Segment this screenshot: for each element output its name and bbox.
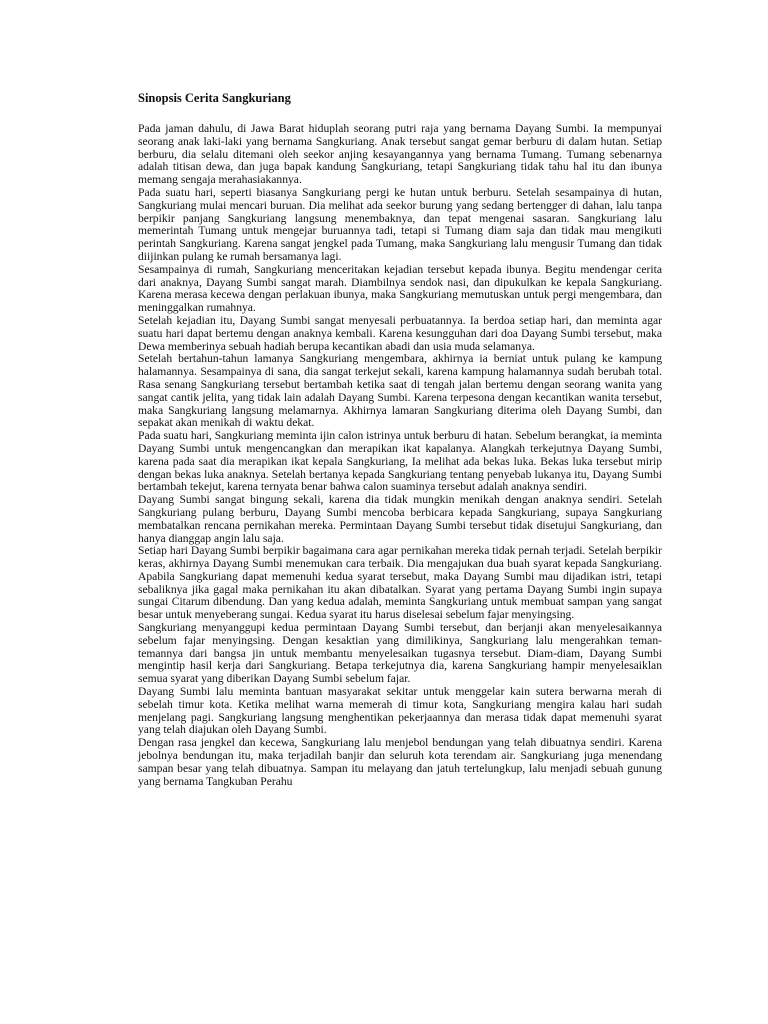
paragraph: Sangkuriang menyanggupi kedua permintaan Dayang Sumbi tersebut, dan berjanji akan menyelesaikannya sebelum fajar menyingsing. Dengan kesaktian yang dimilikinya, Sangkuriang lalu mengerahkan teman-temannya dari bangsa jin untuk membantu menyelesaikan tugasnya tersebut. Diam-diam, Dayang Sumbi mengintip hasil kerja dari Sangkuriang. Betapa terkejutnya dia, karena Sangkuriang hampir menyelesaiklan semua syarat yang diberikan Dayang Sumbi sebelum fajar. xyxy=(138,621,662,686)
paragraph: Dengan rasa jengkel dan kecewa, Sangkuriang lalu menjebol bendungan yang telah dibuatnya sendiri. Karena jebolnya bendungan itu, maka terjadilah banjir dan seluruh kota terendam air. Sangkuriang juga menendang sampan besar yang telah dibuatnya. Sampan itu melayang dan jatuh tertelungkup, lalu menjadi sebuah gunung yang bernama Tangkuban Perahu xyxy=(138,736,662,788)
paragraph: Pada jaman dahulu, di Jawa Barat hiduplah seorang putri raja yang bernama Dayang Sumbi. Ia mempunyai seorang anak laki-laki yang bernama Sangkuriang. Anak tersebut sangat gemar berburu di dalam hutan. Setiap berburu, dia selalu ditemani oleh seekor anjing kesayangannya yang bernama Tumang. Tumang sebenarnya adalah titisan dewa, dan juga bapak kandung Sangkuriang, tetapi Sangkuriang tidak tahu hal itu dan ibunya memang sengaja merahasiakannya. xyxy=(138,122,662,187)
document-body xyxy=(138,90,662,788)
paragraph: Setiap hari Dayang Sumbi berpikir bagaimana cara agar pernikahan mereka tidak pernah terjadi. Setelah berpikir keras, akhirnya Dayang Sumbi menemukan cara terbaik. Dia mengajukan dua buah syarat kepada Sangkuriang. Apabila Sangkuriang dapat memenuhi kedua syarat tersebut, maka Dayang Sumbi mau dijadikan istri, tetapi sebaliknya jika gagal maka pernikahan itu akan dibatalkan. Syarat yang pertama Dayang Sumbi ingin supaya sungai Citarum dibendung. Dan yang kedua adalah, meminta Sangkuriang untuk membuat sampan yang sangat besar untuk menyeberang sungai. Kedua syarat itu harus diselesai sebelum fajar menyingsing. xyxy=(138,544,662,622)
paragraph: Setelah bertahun-tahun lamanya Sangkuriang mengembara, akhirnya ia berniat untuk pulang ke kampung halamannya. Sesampainya di sana, dia sangat terkejut sekali, karena kampung halamannya sudah berubah total. Rasa senang Sangkuriang tersebut bertambah ketika saat di tengah jalan bertemu dengan seorang wanita yang sangat cantik jelita, yang tidak lain adalah Dayang Sumbi. Karena terpesona dengan kecantikan wanita tersebut, maka Sangkuriang langsung melamarnya. Akhirnya lamaran Sangkuriang diterima oleh Dayang Sumbi, dan sepakat akan menikah di waktu dekat. xyxy=(138,352,662,430)
paragraph: Sesampainya di rumah, Sangkuriang menceritakan kejadian tersebut kepada ibunya. Begitu mendengar cerita dari anaknya, Dayang Sumbi sangat marah. Diambilnya sendok nasi, dan dipukulkan ke kepala Sangkuriang. Karena merasa kecewa dengan perlakuan ibunya, maka Sangkuriang memutuskan untuk pergi mengembara, dan meninggalkan rumahnya. xyxy=(138,262,662,315)
paragraph: Setelah kejadian itu, Dayang Sumbi sangat menyesali perbuatannya. Ia berdoa setiap hari, dan meminta agar suatu hari dapat bertemu dengan anaknya kembali. Karena kesungguhan dari doa Dayang Sumbi tersebut, maka Dewa memberinya sebuah hadiah berupa kecantikan abadi dan usia muda selamanya. xyxy=(138,313,662,353)
document-title: Sinopsis Cerita Sangkuriang xyxy=(138,91,291,105)
paragraph: Dayang Sumbi lalu meminta bantuan masyarakat sekitar untuk menggelar kain sutera berwarna merah di sebelah timur kota. Ketika melihat warna memerah di timur kota, Sangkuriang mengira kalau hari sudah menjelang pagi. Sangkuriang langsung menghentikan pekerjaannya dan merasa tidak dapat memenuhi syarat yang telah diajukan oleh Dayang Sumbi. xyxy=(138,685,662,737)
paragraph: Pada suatu hari, Sangkuriang meminta ijin calon istrinya untuk berburu di hatan. Sebelum berangkat, ia meminta Dayang Sumbi untuk mengencangkan dan merapikan ikat kapalanya. Alangkah terkejutnya Dayang Sumbi, karena pada saat dia merapikan ikat kepala Sangkuriang, Ia melihat ada bekas luka. Bekas luka tersebut mirip dengan bekas luka anaknya. Setelah bertanya kepada Sangkuriang tentang penyebab lukanya itu, Dayang Sumbi bertambah tekejut, karena ternyata benar bahwa calon suaminya tersebut adalah anaknya sendiri. xyxy=(138,429,662,494)
paragraph: Dayang Sumbi sangat bingung sekali, karena dia tidak mungkin menikah dengan anaknya sendiri. Setelah Sangkuriang pulang berburu, Dayang Sumbi mencoba berbicara kepada Sangkuriang, supaya Sangkuriang membatalkan rencana pernikahan mereka. Permintaan Dayang Sumbi tersebut tidak disetujui Sangkuriang, dan hanya dianggap angin lalu saja. xyxy=(138,493,662,545)
paragraph: Pada suatu hari, seperti biasanya Sangkuriang pergi ke hutan untuk berburu. Setelah sesampainya di hutan, Sangkuriang mulai mencari buruan. Dia melihat ada seekor burung yang sedang bertengger di dahan, lalu tanpa berpikir panjang Sangkuriang langsung menembaknya, dan tepat mengenai sasaran. Sangkuriang lalu memerintah Tumang untuk mengejar buruannya tadi, tetapi si Tumang diam saja dan tidak mau mengikuti perintah Sangkuriang. Karena sangat jengkel pada Tumang, maka Sangkuriang lalu mengusir Tumang dan tidak diijinkan pulang ke rumah bersamanya lagi. xyxy=(138,185,662,263)
